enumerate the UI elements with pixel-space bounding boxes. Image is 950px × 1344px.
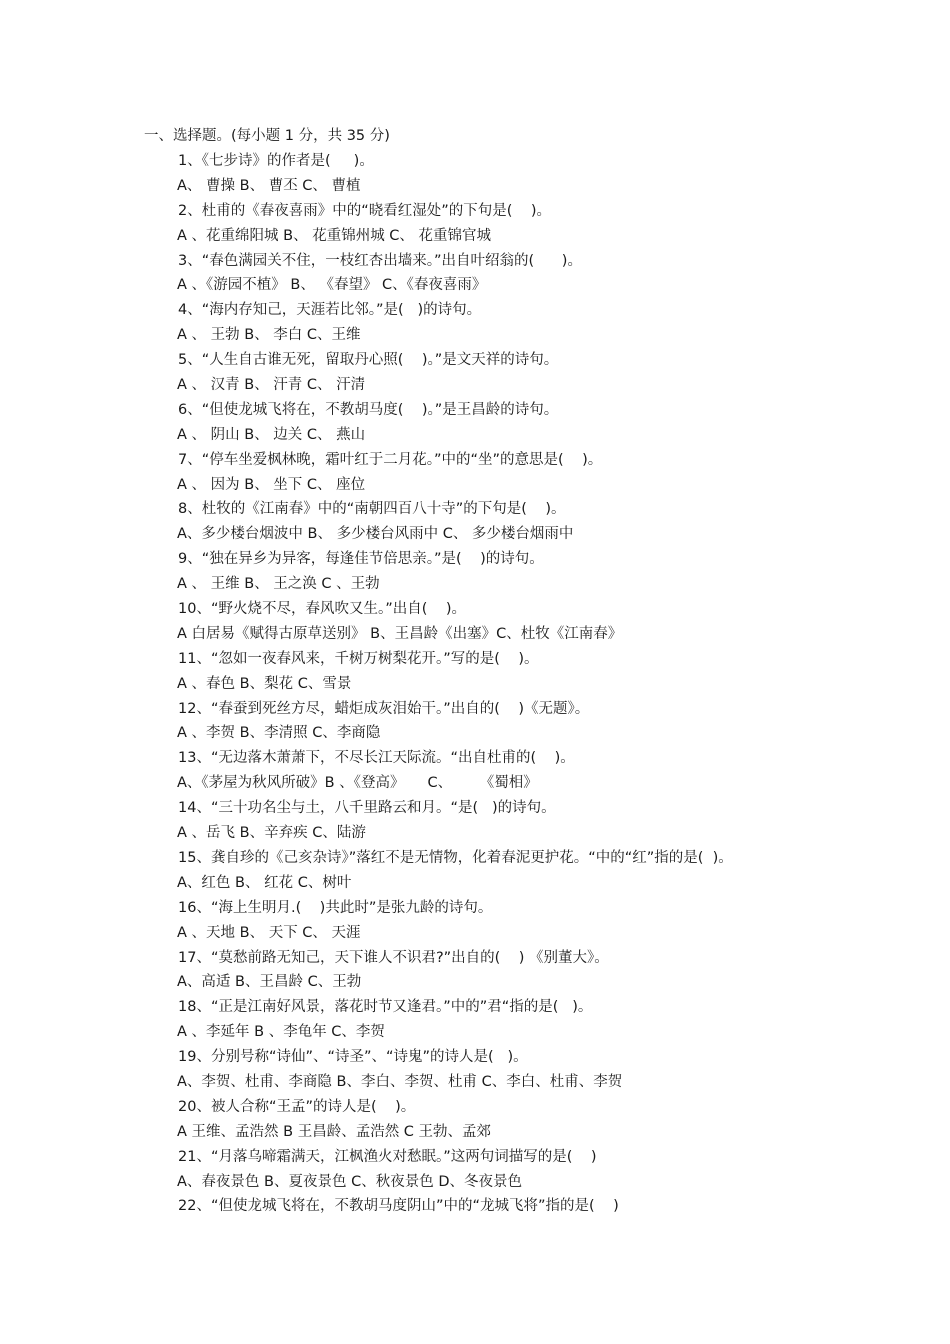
question-options: A 王维、孟浩然 B 王昌龄、孟浩然 C 王勃、孟郊 xyxy=(177,1123,492,1140)
question-options: A 、春色 B、梨花 C、雪景 xyxy=(177,675,352,692)
question-text: 20、被人合称“王孟”的诗人是( )。 xyxy=(178,1098,416,1115)
question-options: A 白居易《赋得古原草送别》 B、王昌龄《出塞》C、杜牧《江南春》 xyxy=(177,625,623,642)
question-text: 3、“春色满园关不住，一枝红杏出墙来。”出自叶绍翁的( )。 xyxy=(178,252,582,269)
question-text: 2、杜甫的《春夜喜雨》中的“晓看红湿处”的下句是( )。 xyxy=(178,202,551,219)
question-text: 18、“正是江南好风景，落花时节又逢君。”中的”君“指的是( )。 xyxy=(178,999,593,1016)
question-options: A 、天地 B、 天下 C、 天涯 xyxy=(177,924,361,941)
question-text: 14、“三十功名尘与土，八千里路云和月。“是( )的诗句。 xyxy=(178,800,556,817)
question-options: A、多少楼台烟波中 B、 多少楼台风雨中 C、 多少楼台烟雨中 xyxy=(177,526,574,543)
question-text: 13、“无边落木萧萧下，不尽长江天际流。“出自杜甫的( )。 xyxy=(178,750,575,767)
question-options: A、李贺、杜甫、李商隐 B、李白、李贺、杜甫 C、李白、杜甫、李贺 xyxy=(177,1073,623,1090)
question-text: 6、“但使龙城飞将在，不教胡马度( )。”是王昌龄的诗句。 xyxy=(178,401,559,418)
section-title: 一、选择题。(每小题 1 分，共 35 分) xyxy=(144,128,390,144)
question-options: A 、 王维 B、 王之涣 C 、王勃 xyxy=(177,576,380,593)
question-text: 9、“独在异乡为异客，每逢佳节倍思亲。”是( )的诗句。 xyxy=(178,551,544,568)
question-text: 21、“月落乌啼霜满天，江枫渔火对愁眠。”这两句词描写的是( ) xyxy=(178,1148,597,1165)
question-options: A、《茅屋为秋风所破》B 、《登高》 C、 《蜀相》 xyxy=(177,775,538,792)
question-options: A、春夜景色 B、夏夜景色 C、秋夜景色 D、冬夜景色 xyxy=(177,1173,522,1190)
quiz-content xyxy=(144,124,928,1219)
question-options: A、高适 B、王昌龄 C、王勃 xyxy=(177,974,362,991)
question-options: A、红色 B、 红花 C、树叶 xyxy=(177,874,352,891)
question-options: A 、 因为 B、 坐下 C、 座位 xyxy=(177,476,366,493)
question-text: 7、“停车坐爱枫林晚，霜叶红于二月花。”中的“坐”的意思是( )。 xyxy=(178,451,603,468)
question-options: A 、李贺 B、李清照 C、李商隐 xyxy=(177,725,381,742)
question-options: A 、 汉青 B、 汗青 C、 汗清 xyxy=(177,377,366,394)
question-text: 1、《七步诗》的作者是( )。 xyxy=(178,153,374,169)
question-text: 5、“人生自古谁无死，留取丹心照( )。”是文天祥的诗句。 xyxy=(178,352,559,369)
question-text: 16、“海上生明月.( )共此时”是张九龄的诗句。 xyxy=(178,899,493,916)
question-options: A 、 王勃 B、 李白 C、王维 xyxy=(177,327,361,344)
question-text: 15、龚自珍的《己亥杂诗》”落红不是无情物，化着春泥更护花。“中的“红”指的是( )。 xyxy=(178,849,733,866)
question-text: 17、“莫愁前路无知己，天下谁人不识君?”出自的( ) 《别董大》。 xyxy=(178,949,609,966)
question-options: A 、李延年 B 、李龟年 C、李贺 xyxy=(177,1024,385,1041)
question-text: 11、“忽如一夜春风来，千树万树梨花开。”写的是( )。 xyxy=(178,650,539,667)
question-options: A 、 阴山 B、 边关 C、 燕山 xyxy=(177,426,366,443)
question-text: 19、分别号称“诗仙”、“诗圣”、“诗鬼”的诗人是( )。 xyxy=(178,1049,528,1066)
question-options: A、 曹操 B、 曹丕 C、 曹植 xyxy=(177,177,361,194)
question-text: 8、杜牧的《江南春》中的“南朝四百八十寺”的下句是( )。 xyxy=(178,501,566,518)
question-options: A 、花重绵阳城 B、 花重锦州城 C、 花重锦官城 xyxy=(177,227,492,244)
question-options: A 、岳飞 B、辛弃疾 C、陆游 xyxy=(177,825,366,842)
question-text: 22、“但使龙城飞将在，不教胡马度阴山”中的“龙城飞将”指的是( ) xyxy=(178,1198,619,1215)
question-text: 10、“野火烧不尽，春风吹又生。”出自( )。 xyxy=(178,601,466,618)
question-text: 12、“春蚕到死丝方尽，蜡炬成灰泪始干。”出自的( )《无题》。 xyxy=(178,700,590,717)
question-text: 4、“海内存知己，天涯若比邻。”是( )的诗句。 xyxy=(178,302,482,319)
question-options: A 、《游园不植》 B、 《春望》 C、《春夜喜雨》 xyxy=(177,277,487,294)
